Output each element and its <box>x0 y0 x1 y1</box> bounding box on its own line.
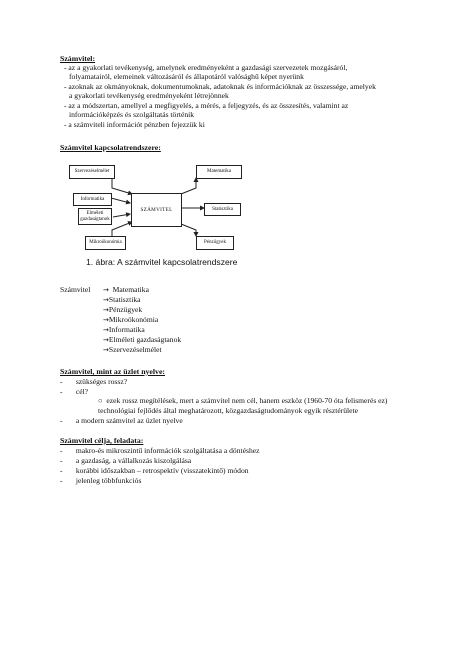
arrow-right-icon: → <box>103 316 109 324</box>
definition-line-3: - azoknak az okmányoknak, dokumentumoknak, adatoknak és információknak az összessége, amelyek <box>64 82 376 91</box>
section-title-szamvitel: Számvitel: <box>60 54 96 63</box>
bullet-text: a modern számvitel az üzlet nyelve <box>75 416 183 425</box>
goal-item-1: - makro-és mikroszintű információk szolgáltatása a döntéshez <box>60 446 260 455</box>
goal-item-text: makro-és mikroszintű információk szolgáltatása a döntéshez <box>75 446 260 455</box>
diagram-box-mikrookonomia: Mikroökonómia <box>85 236 126 250</box>
arrow-right-icon: → <box>103 346 109 354</box>
diagram-box-szervezeselmelet: Szervezéselmélet <box>69 165 115 179</box>
goal-item-4: - jelenleg többfunkciós <box>60 476 142 485</box>
definition-line-1: - az a gyakorlati tevékenység, amelynek eredményeként a gazdasági szervezetek mozgásáról, <box>64 63 348 72</box>
relation-item-label: Matematika <box>112 285 149 294</box>
goal-item-text: korábbi időszakban – retrospektív (visszatekintő) módon <box>75 466 249 475</box>
circle-bullet-icon: ○ <box>98 396 103 405</box>
arrow-right-icon: → <box>103 326 109 334</box>
arrow-right-icon: → <box>103 306 109 314</box>
connector-informatika <box>111 198 130 203</box>
relation-item-label: Mikroökonómia <box>108 315 159 324</box>
definition-line-7: - a számviteli információt pénzben fejezzük ki <box>64 120 205 129</box>
relation-item-label: Szervezéselmélet <box>108 345 162 354</box>
definition-line-5: - az a módszertan, amellyel a megfigyelés, a mérés, a feljegyzés, és az összesítés, valamint az <box>64 101 349 110</box>
relation-item <box>103 295 181 305</box>
relation-item-label: Informatika <box>108 325 145 334</box>
bullet-modern-szamvitel: - a modern számvitel az üzlet nyelve <box>60 416 183 425</box>
bullet-szukseges-rossz: - szükséges rossz? <box>60 377 128 386</box>
sub-bullet-technologiai: technológiai fejlődés által meghatározott, közgazdaságtudományok egyik résztérülete <box>98 406 358 415</box>
bullet-text: cél? <box>75 387 89 396</box>
section-title-kapcsolatrendszer: Számvitel kapcsolatrendszere: <box>60 143 161 152</box>
diagram-box-statisztika: Statisztika <box>204 203 241 216</box>
relation-item <box>103 285 181 295</box>
relation-item-label: Statisztika <box>108 295 141 304</box>
section-title-celja-feladata: Számvitel célja, feladata: <box>60 436 144 445</box>
arrow-right-icon: → <box>103 286 109 294</box>
goal-item-text: a gazdaság, a vállalkozás kiszolgálása <box>75 456 192 465</box>
connector-elmeleti <box>113 214 130 217</box>
diagram-box-penzugyek: Pénzügyek <box>196 236 234 250</box>
diagram-center-szamvitel: SZÁMVITEL <box>131 193 182 227</box>
arrow-right-icon: → <box>103 296 109 304</box>
diagram-box-matematika: Matematika <box>196 165 242 179</box>
relation-item <box>103 305 181 315</box>
relations-list <box>103 285 181 355</box>
definition-line-2: folyamatairól, elemeinek változásáról és állapotáról valósághű képet nyerünk <box>69 72 304 81</box>
connector-szervezeselmelet <box>112 178 132 194</box>
sub-bullet-rossz-megitelesek <box>98 396 387 406</box>
bullet-text: szükséges rossz? <box>75 377 128 386</box>
goal-item-2: - a gazdaság, a vállalkozás kiszolgálása <box>60 456 192 465</box>
relation-item <box>103 335 181 345</box>
bullet-text: ezek rossz megítélések, mert a számvitel nem cél, hanem eszköz (1960-70 óta felismerés ez) <box>106 396 388 405</box>
goal-item-text: jelenleg többfunkciós <box>75 476 142 485</box>
definition-line-6: információképzés és szolgáltatás történik <box>69 110 195 119</box>
relation-item <box>103 325 181 335</box>
diagram-caption: 1. ábra: A számvitel kapcsolatrendszere <box>86 257 238 267</box>
goal-item-3: - korábbi időszakban – retrospektív (visszatekintő) módon <box>60 466 249 475</box>
definition-line-4: a gyakorlati tevékenység eredményeként létrejönnek <box>69 91 229 100</box>
diagram-box-elmeleti-gazdasagtanok: Elméleti gazdaságtanok <box>78 208 112 225</box>
section-title-uzlet-nyelve: Számvitel, mint az üzlet nyelve: <box>60 367 166 376</box>
bullet-cel: - cél? <box>60 387 89 396</box>
connector-mikrookonomia <box>112 222 132 236</box>
relation-item-label: Elméleti gazdaságtanok <box>108 335 182 344</box>
relation-item <box>103 315 181 325</box>
relation-item-label: Pénzügyek <box>108 305 143 314</box>
arrow-right-icon: → <box>103 336 109 344</box>
diagram-box-informatika: Informatika <box>73 193 112 206</box>
relation-item <box>103 345 181 355</box>
relations-label: Számvitel <box>60 285 91 294</box>
